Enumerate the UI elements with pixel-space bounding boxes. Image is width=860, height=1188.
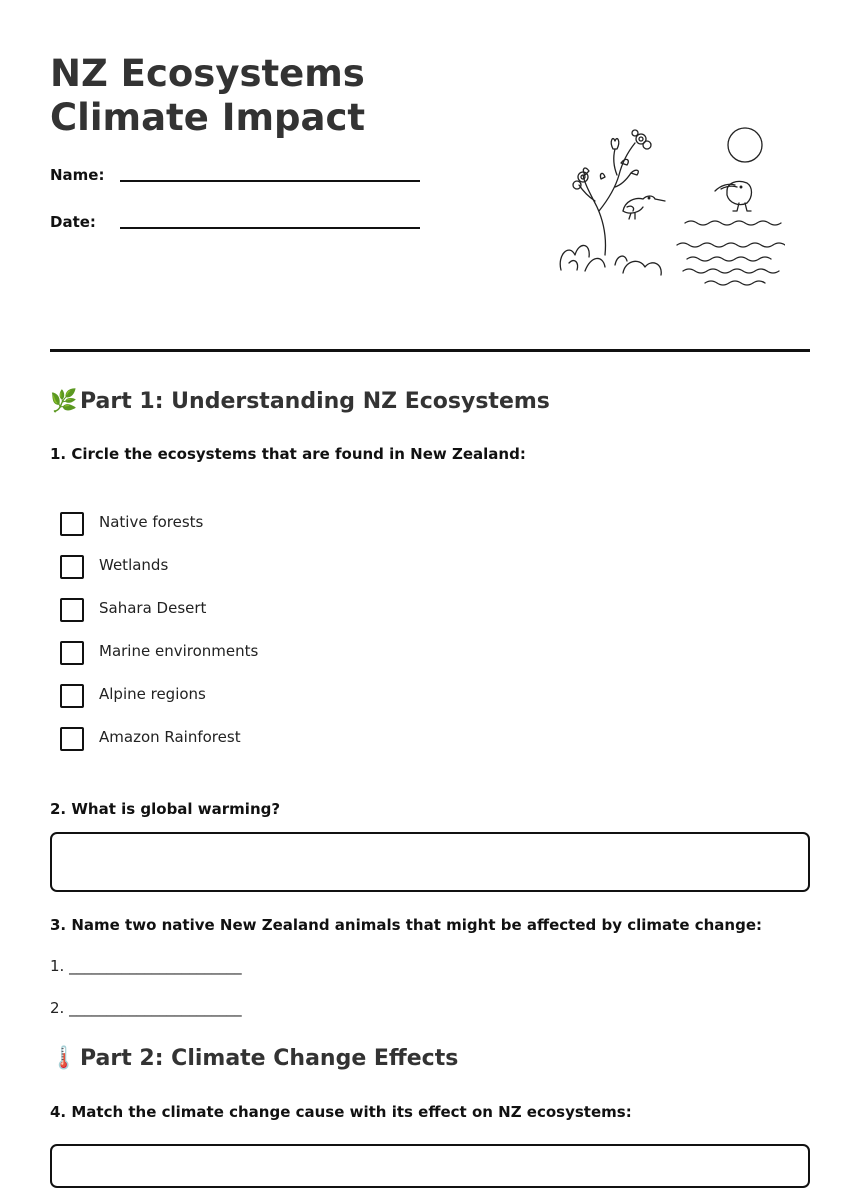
option-label: Alpine regions bbox=[99, 685, 206, 703]
name-label: Name: bbox=[50, 166, 105, 184]
option-label: Amazon Rainforest bbox=[99, 728, 241, 746]
checkbox[interactable] bbox=[60, 684, 84, 708]
name-field[interactable] bbox=[50, 166, 420, 190]
header-divider bbox=[50, 349, 810, 352]
water-waves-icon bbox=[677, 221, 785, 285]
matching-box[interactable] bbox=[50, 1144, 810, 1188]
checkbox[interactable] bbox=[60, 555, 84, 579]
worksheet-title: NZ Ecosystems Climate Impact bbox=[50, 52, 366, 139]
question-4: 4. Match the climate change cause with its effect on NZ ecosystems: bbox=[50, 1103, 632, 1121]
name-line[interactable] bbox=[120, 180, 420, 182]
bird-on-branch-icon bbox=[623, 196, 665, 219]
question-2: 2. What is global warming? bbox=[50, 800, 281, 818]
option-amazon-rainforest[interactable] bbox=[60, 725, 560, 768]
checkbox[interactable] bbox=[60, 641, 84, 665]
global-warming-answer-box[interactable] bbox=[50, 832, 810, 892]
tree-icon bbox=[560, 130, 661, 275]
checkbox[interactable] bbox=[60, 727, 84, 751]
worksheet-page bbox=[50, 0, 810, 1161]
nz-nature-illustration bbox=[555, 115, 785, 290]
question-3: 3. Name two native New Zealand animals that might be affected by climate change: bbox=[50, 916, 762, 934]
option-alpine-regions[interactable] bbox=[60, 682, 560, 725]
option-label: Native forests bbox=[99, 513, 204, 531]
option-wetlands[interactable] bbox=[60, 553, 560, 596]
part1-heading-text: Part 1: Understanding NZ Ecosystems bbox=[80, 389, 550, 414]
checkbox[interactable] bbox=[60, 598, 84, 622]
question-1: 1. Circle the ecosystems that are found in New Zealand: bbox=[50, 445, 526, 463]
option-marine-environments[interactable] bbox=[60, 639, 560, 682]
option-sahara-desert[interactable] bbox=[60, 596, 560, 639]
ecosystem-options bbox=[60, 510, 560, 768]
kiwi-icon bbox=[715, 181, 752, 211]
part1-heading bbox=[50, 389, 550, 414]
option-label: Wetlands bbox=[99, 556, 169, 574]
date-line[interactable] bbox=[120, 227, 420, 229]
part2-heading-text: Part 2: Climate Change Effects bbox=[80, 1046, 459, 1071]
part2-heading bbox=[50, 1046, 458, 1071]
option-native-forests[interactable] bbox=[60, 510, 560, 553]
leaf-icon: 🌿 bbox=[50, 389, 78, 414]
animal-blank-1[interactable]: 1. _______________________ bbox=[50, 957, 242, 975]
option-label: Sahara Desert bbox=[99, 599, 207, 617]
option-label: Marine environments bbox=[99, 642, 259, 660]
thermometer-icon: 🌡️ bbox=[50, 1046, 78, 1071]
checkbox[interactable] bbox=[60, 512, 84, 536]
date-label: Date: bbox=[50, 213, 96, 231]
animal-blank-2[interactable]: 2. _______________________ bbox=[50, 999, 242, 1017]
date-field[interactable] bbox=[50, 213, 420, 237]
sun-icon bbox=[728, 128, 762, 162]
